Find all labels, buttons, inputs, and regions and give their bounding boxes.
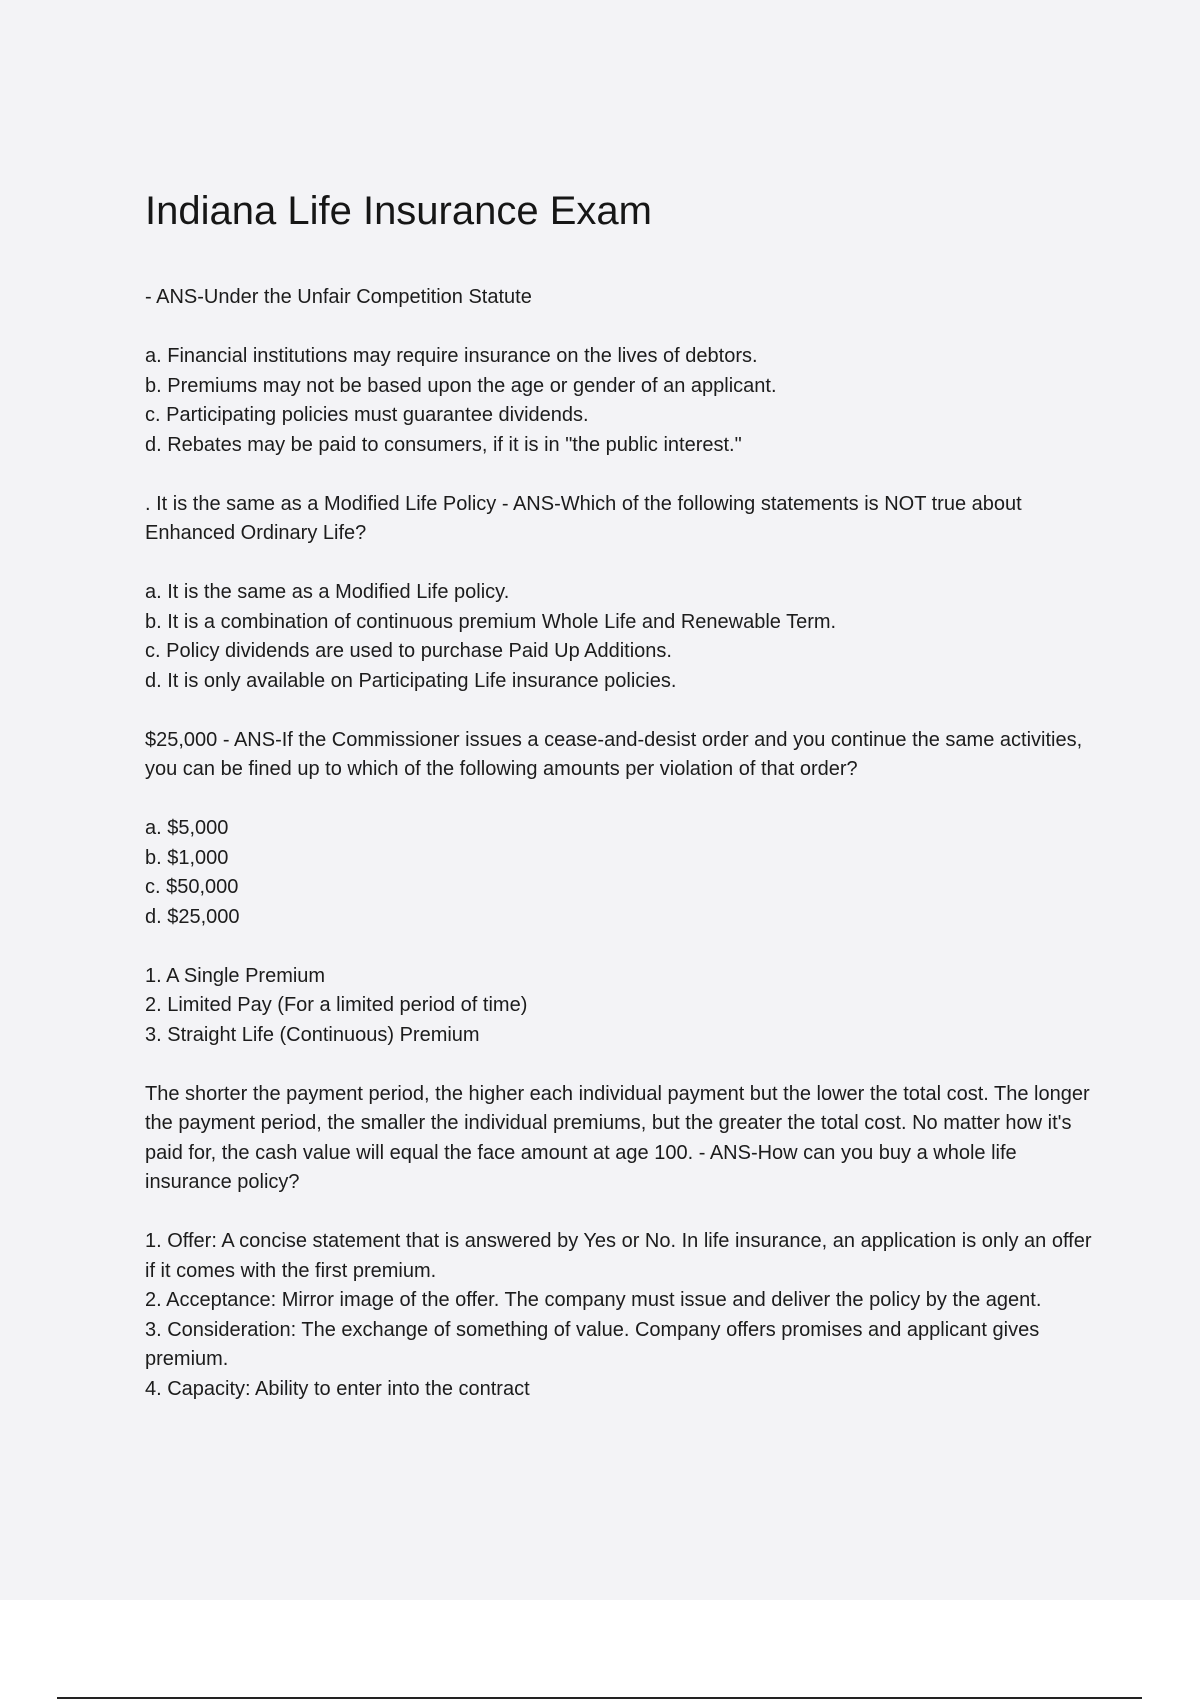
option-d: d. $25,000 xyxy=(145,905,240,928)
option-d: d. Rebates may be paid to consumers, if it is in "the public interest." xyxy=(145,433,742,456)
list-item: 3. Consideration: The exchange of something of value. Company offers promises and applicant gives premium. xyxy=(145,1318,1040,1370)
list-item: 4. Capacity: Ability to enter into the contract xyxy=(145,1377,530,1400)
question-text: The shorter the payment period, the higher each individual payment but the lower the total cost. The longer the payment period, the smaller the individual premiums, but the greater the total cost. No matter how it's paid for, the cash value will equal the face amount at age 100. - ANS-How can you buy a whole life insurance policy? xyxy=(145,1082,1090,1193)
option-c: c. $50,000 xyxy=(145,876,239,898)
options-block-3 xyxy=(145,814,1095,932)
premium-types-list xyxy=(145,962,1095,1051)
option-b: b. Premiums may not be based upon the age or gender of an applicant. xyxy=(145,374,777,397)
document-content xyxy=(145,183,1095,1434)
list-item: 2. Limited Pay (For a limited period of time) xyxy=(145,994,528,1016)
option-a: a. Financial institutions may require insurance on the lives of debtors. xyxy=(145,345,758,367)
question-text: $25,000 - ANS-If the Commissioner issues a cease-and-desist order and you continue the same activities, you can be fined up to which of the following amounts per violation of that order? xyxy=(145,728,1083,780)
question-text: . It is the same as a Modified Life Policy - ANS-Which of the following statements is NOT true about Enhanced Ordinary Life? xyxy=(145,492,1022,544)
question-block-2 xyxy=(145,490,1095,549)
question-block-3 xyxy=(145,726,1095,785)
list-item: 1. Offer: A concise statement that is answered by Yes or No. In life insurance, an application is only an offer if it comes with the first premium. xyxy=(145,1230,1092,1282)
option-c: c. Policy dividends are used to purchase Paid Up Additions. xyxy=(145,640,672,662)
list-item: 2. Acceptance: Mirror image of the offer. The company must issue and deliver the policy by the agent. xyxy=(145,1289,1042,1311)
option-b: b. It is a combination of continuous premium Whole Life and Renewable Term. xyxy=(145,610,837,633)
page-title: Indiana Life Insurance Exam xyxy=(145,189,652,233)
options-block-1 xyxy=(145,342,1095,460)
list-item: 1. A Single Premium xyxy=(145,964,326,987)
contract-elements-list xyxy=(145,1227,1095,1404)
footer-divider xyxy=(57,1697,1142,1699)
option-c: c. Participating policies must guarantee dividends. xyxy=(145,404,589,426)
options-block-2 xyxy=(145,578,1095,696)
list-item: 3. Straight Life (Continuous) Premium xyxy=(145,1023,480,1046)
option-b: b. $1,000 xyxy=(145,846,229,869)
option-a: a. $5,000 xyxy=(145,817,229,839)
question-block-4 xyxy=(145,1080,1095,1198)
option-d: d. It is only available on Participating Life insurance policies. xyxy=(145,669,677,692)
answer-line: - ANS-Under the Unfair Competition Statute xyxy=(145,286,532,308)
answer-block-1 xyxy=(145,283,1095,313)
option-a: a. It is the same as a Modified Life policy. xyxy=(145,581,510,603)
